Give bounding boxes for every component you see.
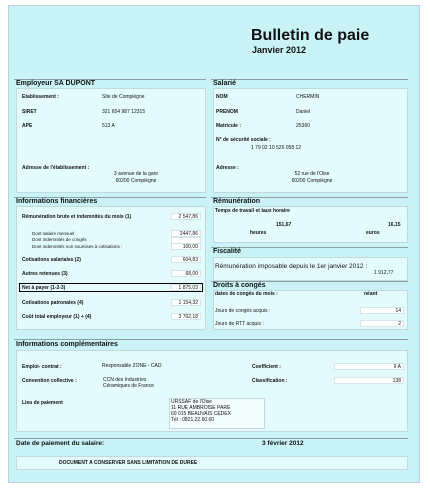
cotis-value: 604,83 <box>171 256 201 263</box>
prenom-label: PRENOM <box>216 109 238 115</box>
classif-value: 138 <box>334 377 404 384</box>
payment-date-value: 3 février 2012 <box>262 440 304 447</box>
cout-label: Coût total employeur (1) + (4) <box>22 314 92 320</box>
secu-label: N° de sécurité sociale : <box>216 137 271 143</box>
net-value: 1 875,03 <box>171 284 201 291</box>
divider <box>14 438 408 439</box>
employee-address-label: Adresse : <box>216 165 239 171</box>
matricule-value: 25360 <box>296 123 310 129</box>
pay-period: Janvier 2012 <box>252 45 307 55</box>
employer-address-line2: 60200 Compiègne <box>115 178 157 184</box>
employee-heading: Salarié <box>213 80 236 87</box>
divider <box>14 339 408 340</box>
net-label: Net à payer (1-2-3) <box>22 285 66 291</box>
heures-value: 151,67 <box>276 222 292 228</box>
dates-label: dates de congés du mois : <box>215 291 278 297</box>
brut-label: Rémunération brute et indemnités du mois (1) <box>22 214 132 220</box>
nonsoumis-value: 100,00 <box>171 243 201 250</box>
heures-label: heures <box>250 230 267 236</box>
cout-value: 3 702,18 <box>171 313 201 320</box>
prenom-value: Daniel <box>296 109 311 115</box>
siret-value: 321 654 987 12315 <box>102 109 146 115</box>
payment-date-label: Date de paiement du salaire: <box>16 440 105 447</box>
acquis-label: Jours de congés acquis : <box>215 308 271 314</box>
emploi-label: Emploi- contrat : <box>22 364 62 370</box>
convention-line2: Céramiques de France <box>103 383 154 389</box>
remuneration-heading: Rémunération <box>213 198 261 205</box>
finance-heading: Informations financières <box>16 198 98 205</box>
employer-address-label: Adresse de l'établissement : <box>22 165 90 171</box>
employee-address-line1: 52 rue de l'Oise <box>294 171 330 177</box>
conges-label: Dont indemnités de congés <box>32 237 87 242</box>
retention-notice: DOCUMENT A CONSERVER SANS LIMITATION DE DUREE <box>59 460 198 466</box>
fiscalite-text: Rémunération imposable depuis le 1er janvier 2012 : <box>215 263 368 270</box>
temps-label: Temps de travail et taux horaire <box>215 208 290 214</box>
retenues-value: 68,00 <box>171 270 201 277</box>
lieu-line3: 60 015 BEAUVAIS CEDEX <box>171 411 231 417</box>
rtt-value: 2 <box>360 320 404 327</box>
employer-heading: Employeur SA DUPONT <box>16 80 96 87</box>
employee-address-line2: 60200 Compiègne <box>291 178 333 184</box>
salaire-value: 2447,86 <box>171 230 201 237</box>
droits-heading: Droits à congés <box>213 282 266 289</box>
retenues-label: Autres retenues (3) <box>22 271 68 277</box>
fiscalite-heading: Fiscalité <box>213 248 242 255</box>
page-title: Bulletin de paie <box>251 27 370 44</box>
secu-value: 1 79 02 10 526 058 12 <box>251 145 302 151</box>
lieu-line2: 11 RUE AMBROISE PARE <box>171 405 231 411</box>
coef-value: II A <box>334 363 404 370</box>
nom-value: CHERMIN <box>296 94 320 100</box>
nom-label: NOM <box>216 94 228 100</box>
matricule-label: Matricule : <box>216 123 242 129</box>
salaire-label: Dont salaire mensuel <box>32 231 75 236</box>
dates-value: néant <box>364 291 378 297</box>
rtt-label: Jours de RTT acquis : <box>215 321 264 327</box>
etab-value: Site de Compiègne <box>102 94 145 100</box>
fiscalite-value: 1 912,77 <box>374 270 394 276</box>
etab-label: Etablissement : <box>22 94 59 100</box>
cotis-label: Cotisations salariales (2) <box>22 257 81 263</box>
ape-value: 513 A <box>102 123 115 129</box>
classif-label: Classification : <box>252 378 288 384</box>
coef-label: Coefficient : <box>252 364 281 370</box>
patronales-label: Cotisations patronales (4) <box>22 300 84 306</box>
brut-value: 2 547,86 <box>171 213 201 220</box>
convention-line1: CCN des Industries <box>103 377 147 383</box>
convention-label: Convention collective : <box>22 378 77 384</box>
divider <box>211 79 408 80</box>
patronales-value: 1 154,32 <box>171 299 201 306</box>
nonsoumis-label: Dont indemnités non soumises à cotisations : <box>32 244 123 249</box>
emploi-value: Responsable ZONE - CAD <box>102 363 162 369</box>
ape-label: APE <box>22 123 33 129</box>
lieu-line4: Tél : 0821.22.60.60 <box>171 417 215 423</box>
siret-label: SIRET <box>22 109 37 115</box>
euros-label: euros <box>366 230 380 236</box>
acquis-value: 14 <box>360 307 404 314</box>
taux-value: 16,15 <box>388 222 401 228</box>
lieu-line1: URSSAF de l'Oise <box>171 399 212 405</box>
lieu-label: Lieu de paiement <box>22 400 63 406</box>
employer-address-line1: 3 avenue de la gare <box>113 171 159 177</box>
complementaires-heading: Informations complémentaires <box>16 341 118 348</box>
finance-panel <box>16 206 206 330</box>
